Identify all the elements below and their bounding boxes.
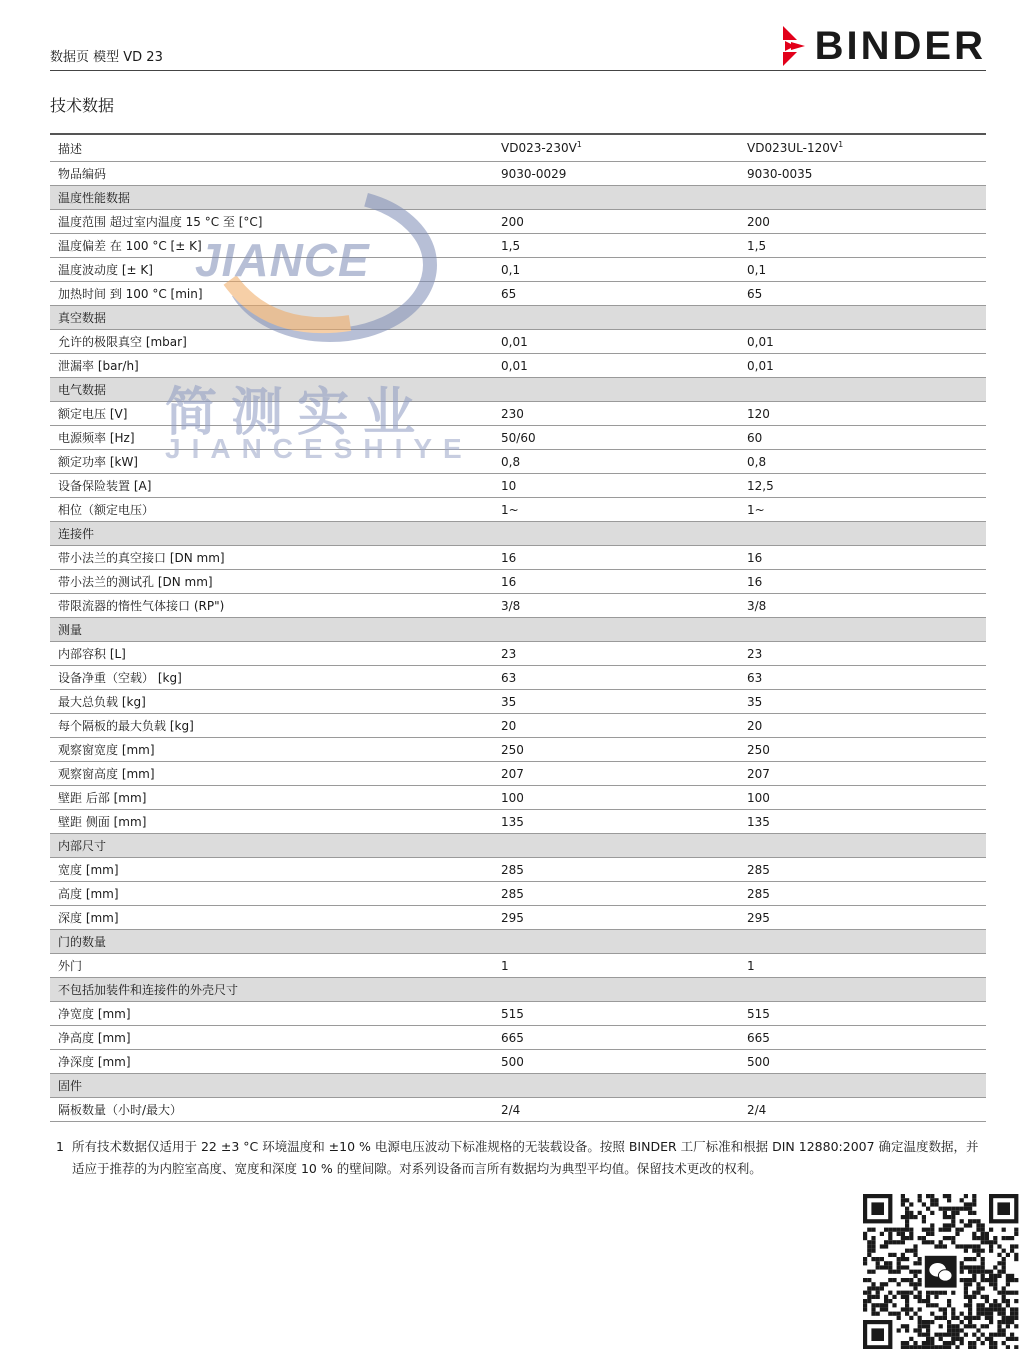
row-value-model-1: 10 (493, 474, 739, 498)
row-label: 宽度 [mm] (50, 858, 493, 882)
header-model-2: $VD023UL-120V^1$ (739, 134, 986, 162)
row-value-model-2: 665 (739, 1026, 986, 1050)
header-model-1: $VD023-230V^1$ (493, 134, 739, 162)
table-row (50, 666, 986, 690)
table-row (50, 1050, 986, 1074)
row-value-model-1: 16 (493, 546, 739, 570)
row-label: 带小法兰的测试孔 [DN mm] (50, 570, 493, 594)
row-value-model-2: 500 (739, 1050, 986, 1074)
table-row (50, 474, 986, 498)
group-label: 内部尺寸 (50, 834, 986, 858)
row-label: 泄漏率 [bar/h] (50, 354, 493, 378)
datasheet-title: 数据页 模型 VD 23 (50, 50, 163, 65)
row-label: 带限流器的惰性气体接口 (RP") (50, 594, 493, 618)
group-label: 测量 (50, 618, 986, 642)
row-value-model-1: 16 (493, 570, 739, 594)
row-label: 允许的极限真空 [mbar] (50, 330, 493, 354)
table-row (50, 282, 986, 306)
group-label: 不包括加装件和连接件的外壳尺寸 (50, 978, 986, 1002)
row-value-model-1: 0,01 (493, 354, 739, 378)
row-value-model-1: 1 (493, 954, 739, 978)
table-group-row (50, 378, 986, 402)
row-value-model-1: 200 (493, 210, 739, 234)
row-value-model-1: 230 (493, 402, 739, 426)
row-value-model-1: 207 (493, 762, 739, 786)
qr-code-icon (862, 1193, 1020, 1349)
row-value-model-1: 515 (493, 1002, 739, 1026)
table-row (50, 258, 986, 282)
row-value-model-2: 20 (739, 714, 986, 738)
row-label: 壁距 侧面 [mm] (50, 810, 493, 834)
row-value-model-2: 207 (739, 762, 986, 786)
table-row (50, 1026, 986, 1050)
row-value-model-2: 200 (739, 210, 986, 234)
row-value-model-2: 285 (739, 882, 986, 906)
row-value-model-2: 0,01 (739, 354, 986, 378)
table-row (50, 954, 986, 978)
row-label: 温度范围 超过室内温度 15 °C 至 [°C] (50, 210, 493, 234)
table-row (50, 906, 986, 930)
table-row (50, 354, 986, 378)
row-value-model-1: 295 (493, 906, 739, 930)
watermark-en-text: JIANCESHIYE (165, 433, 473, 464)
footnote-number: 1 (56, 1139, 64, 1154)
table-row (50, 234, 986, 258)
row-value-model-2: 23 (739, 642, 986, 666)
row-value-model-2: 250 (739, 738, 986, 762)
table-row (50, 738, 986, 762)
row-label: 净深度 [mm] (50, 1050, 493, 1074)
row-value-model-2: 63 (739, 666, 986, 690)
row-label: 设备净重（空载） [kg] (50, 666, 493, 690)
row-value-model-2: 16 (739, 546, 986, 570)
table-group-row (50, 930, 986, 954)
table-row (50, 210, 986, 234)
table-group-row (50, 306, 986, 330)
table-row (50, 594, 986, 618)
row-value-model-1: 65 (493, 282, 739, 306)
table-row (50, 858, 986, 882)
row-label: 每个隔板的最大负载 [kg] (50, 714, 493, 738)
binder-logo (781, 26, 986, 66)
row-value-model-1: 23 (493, 642, 739, 666)
table-row (50, 546, 986, 570)
row-label: 温度波动度 [± K] (50, 258, 493, 282)
row-label: 深度 [mm] (50, 906, 493, 930)
table-group-row (50, 978, 986, 1002)
row-label: 观察窗宽度 [mm] (50, 738, 493, 762)
row-value-model-2: 120 (739, 402, 986, 426)
row-label: 相位（额定电压） (50, 498, 493, 522)
row-value-model-2: 0,1 (739, 258, 986, 282)
row-label: 额定功率 [kW] (50, 450, 493, 474)
row-value-model-2: 2/4 (739, 1098, 986, 1122)
table-group-row (50, 522, 986, 546)
row-value-model-2: 3/8 (739, 594, 986, 618)
table-row (50, 690, 986, 714)
row-value-model-1: 250 (493, 738, 739, 762)
row-value-model-2: 1,5 (739, 234, 986, 258)
row-value-model-2: 1~ (739, 498, 986, 522)
row-label: 净高度 [mm] (50, 1026, 493, 1050)
row-value-model-1: 0,8 (493, 450, 739, 474)
page-header (50, 0, 986, 71)
table-header-row (50, 134, 986, 162)
row-value-model-1: 0,01 (493, 330, 739, 354)
table-row (50, 762, 986, 786)
table-row (50, 330, 986, 354)
row-label: 隔板数量（小时/最大） (50, 1098, 493, 1122)
table-row (50, 786, 986, 810)
row-value-model-1: 135 (493, 810, 739, 834)
group-label: 电气数据 (50, 378, 986, 402)
row-value-model-2: 100 (739, 786, 986, 810)
row-value-model-1: 665 (493, 1026, 739, 1050)
row-label: 设备保险装置 [A] (50, 474, 493, 498)
row-label: 额定电压 [V] (50, 402, 493, 426)
table-row (50, 642, 986, 666)
row-label: 内部容积 [L] (50, 642, 493, 666)
table-row (50, 570, 986, 594)
group-label: 温度性能数据 (50, 186, 986, 210)
row-value-model-2: 295 (739, 906, 986, 930)
table-row (50, 810, 986, 834)
row-label: 高度 [mm] (50, 882, 493, 906)
table-row (50, 402, 986, 426)
header-label: 描述 (50, 134, 493, 162)
brand-name: BINDER (814, 24, 986, 68)
table-row (50, 714, 986, 738)
footnote (56, 1136, 982, 1180)
spec-table (50, 133, 986, 1122)
row-value-model-2: 16 (739, 570, 986, 594)
row-value-model-1: 500 (493, 1050, 739, 1074)
table-row (50, 450, 986, 474)
row-label: 最大总负载 [kg] (50, 690, 493, 714)
row-value-model-2: 35 (739, 690, 986, 714)
table-group-row (50, 1074, 986, 1098)
row-label: 外门 (50, 954, 493, 978)
table-group-row (50, 618, 986, 642)
row-value-model-1: 100 (493, 786, 739, 810)
group-label: 真空数据 (50, 306, 986, 330)
table-group-row (50, 186, 986, 210)
binder-arrow-icon (781, 26, 809, 66)
row-value-model-1: 285 (493, 858, 739, 882)
row-value-model-1: 9030-0029 (493, 162, 739, 186)
wechat-qr-code (862, 1193, 1020, 1349)
footnote-text: 所有技术数据仅适用于 22 ±3 °C 环境温度和 ±10 % 电源电压波动下标准规格的无装载设备。按照 BINDER 工厂标准和根据 DIN 12880:2007 确定温度数据，并适应于推荐的为内腔室高度、宽度和深度 10 % 的壁间隙。对系列设备而言所有数据均为典型平均值。保留技术更改的权利。 (72, 1139, 979, 1176)
row-label: 加热时间 到 100 °C [min] (50, 282, 493, 306)
row-value-model-2: 285 (739, 858, 986, 882)
row-value-model-2: 65 (739, 282, 986, 306)
row-value-model-2: 0,01 (739, 330, 986, 354)
row-value-model-2: 135 (739, 810, 986, 834)
row-label: 物品编码 (50, 162, 493, 186)
row-value-model-1: 63 (493, 666, 739, 690)
row-value-model-1: 0,1 (493, 258, 739, 282)
row-value-model-2: 0,8 (739, 450, 986, 474)
row-value-model-1: 50/60 (493, 426, 739, 450)
row-value-model-1: 285 (493, 882, 739, 906)
group-label: 连接件 (50, 522, 986, 546)
group-label: 固件 (50, 1074, 986, 1098)
row-value-model-2: 12,5 (739, 474, 986, 498)
row-value-model-1: 1,5 (493, 234, 739, 258)
row-value-model-1: 20 (493, 714, 739, 738)
row-value-model-1: 2/4 (493, 1098, 739, 1122)
table-group-row (50, 834, 986, 858)
row-value-model-2: 1 (739, 954, 986, 978)
row-value-model-1: 1~ (493, 498, 739, 522)
table-row (50, 1098, 986, 1122)
row-label: 观察窗高度 [mm] (50, 762, 493, 786)
row-value-model-1: 3/8 (493, 594, 739, 618)
row-label: 带小法兰的真空接口 [DN mm] (50, 546, 493, 570)
row-label: 壁距 后部 [mm] (50, 786, 493, 810)
section-title: 技术数据 (50, 96, 115, 115)
table-row (50, 426, 986, 450)
table-row (50, 498, 986, 522)
watermark-cn-text: 简测实业 (165, 383, 430, 443)
row-label: 电源频率 [Hz] (50, 426, 493, 450)
row-value-model-2: 515 (739, 1002, 986, 1026)
row-label: 温度偏差 在 100 °C [± K] (50, 234, 493, 258)
row-value-model-1: 35 (493, 690, 739, 714)
table-row (50, 882, 986, 906)
row-label: 净宽度 [mm] (50, 1002, 493, 1026)
watermark-logo-text: JIANCE (195, 234, 370, 286)
table-row (50, 1002, 986, 1026)
row-value-model-2: 60 (739, 426, 986, 450)
table-row (50, 162, 986, 186)
row-value-model-2: 9030-0035 (739, 162, 986, 186)
group-label: 门的数量 (50, 930, 986, 954)
